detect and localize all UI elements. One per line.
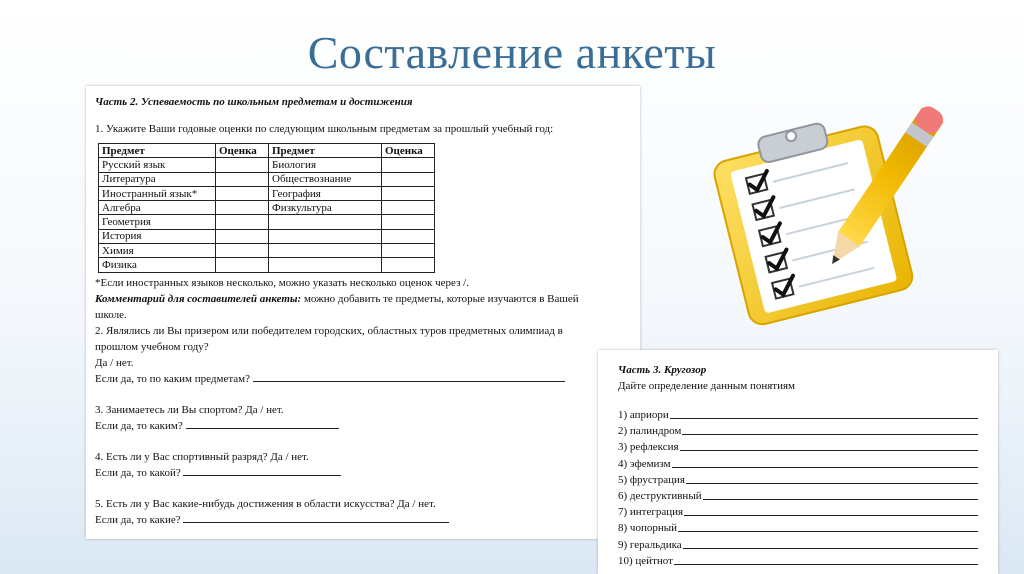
question-3-followup: Если да, то каким?	[95, 419, 183, 432]
table-row	[99, 201, 435, 215]
clipboard-icon	[700, 90, 970, 340]
answer-line[interactable]	[186, 418, 339, 429]
header-grade-1: Оценка	[216, 144, 269, 158]
list-item	[618, 472, 978, 488]
answer-line[interactable]	[683, 537, 978, 549]
footnote: *Если иностранных языков несколько, можно указать несколько оценок через /.	[95, 276, 469, 289]
question-5-followup: Если да, то какие?	[95, 513, 181, 526]
question-5-followup-row	[95, 512, 631, 528]
part2-heading: Часть 2. Успеваемость по школьным предметам и достижения	[95, 96, 413, 108]
grade-cell[interactable]	[382, 229, 435, 243]
header-subject-2: Предмет	[269, 144, 382, 158]
list-item	[618, 423, 978, 439]
subject-cell	[269, 244, 382, 258]
subject-cell	[269, 215, 382, 229]
answer-line[interactable]	[682, 423, 978, 435]
table-row	[99, 158, 435, 172]
answer-line[interactable]	[253, 371, 565, 382]
term-label: 8) чопорный	[618, 522, 677, 535]
slide-title: Составление анкеты	[307, 27, 717, 78]
grade-cell[interactable]	[216, 172, 269, 186]
question-3: 3. Занимаетесь ли Вы спортом? Да / нет.	[95, 403, 284, 416]
comment-text: можно добавить те предметы, которые изучаются в Вашей	[301, 292, 579, 305]
table-row	[99, 229, 435, 243]
subject-cell: Химия	[99, 244, 216, 258]
subject-cell: Биология	[269, 158, 382, 172]
subject-cell: Геометрия	[99, 215, 216, 229]
subject-cell: История	[99, 229, 216, 243]
grade-cell[interactable]	[382, 244, 435, 258]
term-label: 1) априори	[618, 409, 669, 421]
subject-cell	[269, 229, 382, 243]
question-2-line2: прошлом учебном году?	[95, 340, 209, 353]
grade-cell[interactable]	[216, 201, 269, 215]
subject-cell	[269, 258, 382, 272]
term-label: 4) эфемизм	[618, 457, 671, 470]
header-subject-1: Предмет	[99, 144, 216, 158]
list-item	[618, 553, 978, 569]
answer-line[interactable]	[674, 553, 978, 565]
list-item	[618, 439, 978, 455]
answer-line[interactable]	[183, 512, 449, 523]
grade-cell[interactable]	[216, 244, 269, 258]
table-row	[99, 258, 435, 272]
list-item	[618, 520, 978, 536]
part3-heading: Часть 3. Кругозор	[618, 364, 707, 376]
grade-cell[interactable]	[382, 186, 435, 200]
subject-cell: Русский язык	[99, 158, 216, 172]
question-2-line1: 2. Являлись ли Вы призером или победителем городских, областных туров предметных олимпиад в	[95, 324, 563, 337]
table-row	[99, 215, 435, 229]
list-item	[618, 456, 978, 472]
question-2-answer: Да / нет.	[95, 356, 134, 369]
questionnaire-part3	[598, 350, 998, 574]
answer-line[interactable]	[684, 504, 978, 516]
answer-line[interactable]	[670, 407, 978, 419]
list-item	[618, 407, 978, 423]
table-header-row	[99, 144, 435, 158]
question-1: 1. Укажите Ваши годовые оценки по следующим школьным предметам за прошлый учебный год:	[95, 123, 554, 135]
question-3-followup-row	[95, 418, 631, 434]
grade-cell[interactable]	[216, 158, 269, 172]
answer-line[interactable]	[680, 439, 978, 451]
question-2-followup-row	[95, 371, 631, 387]
comment-text-2: школе.	[95, 308, 127, 321]
comment-label: Комментарий для составителей анкеты:	[95, 292, 302, 305]
table-row	[99, 172, 435, 186]
question-4: 4. Есть ли у Вас спортивный разряд? Да / нет.	[95, 450, 309, 463]
question-4-followup: Если да, то какой?	[95, 466, 181, 479]
list-item	[618, 537, 978, 553]
comment-line	[95, 291, 631, 307]
grade-cell[interactable]	[216, 229, 269, 243]
grade-cell[interactable]	[216, 258, 269, 272]
subject-cell: Алгебра	[99, 201, 216, 215]
questionnaire-part2	[86, 86, 640, 539]
term-label: 9) геральдика	[618, 538, 682, 551]
grade-cell[interactable]	[216, 215, 269, 229]
header-grade-2: Оценка	[382, 144, 435, 158]
term-label: 10) цейтнот	[618, 554, 673, 567]
subject-cell: География	[269, 186, 382, 200]
term-label: 2) палиндром	[618, 425, 682, 438]
term-label: 5) фрустрация	[618, 473, 685, 486]
grade-cell[interactable]	[382, 172, 435, 186]
answer-line[interactable]	[672, 456, 978, 468]
grade-cell[interactable]	[382, 158, 435, 172]
grades-table	[98, 143, 435, 273]
grade-cell[interactable]	[216, 186, 269, 200]
answer-line[interactable]	[703, 488, 978, 500]
answer-line[interactable]	[678, 520, 978, 532]
answer-line[interactable]	[183, 465, 341, 476]
list-item	[618, 504, 978, 520]
subject-cell: Физика	[99, 258, 216, 272]
table-row	[99, 186, 435, 200]
grade-cell[interactable]	[382, 215, 435, 229]
question-5: 5. Есть ли у Вас какие-нибудь достижения в области искусства? Да / нет.	[95, 497, 436, 510]
terms-list	[618, 407, 978, 569]
question-2-followup: Если да, то по каким предметам?	[95, 372, 250, 385]
subject-cell: Физкультура	[269, 201, 382, 215]
subject-cell: Обществознание	[269, 172, 382, 186]
grade-cell[interactable]	[382, 258, 435, 272]
term-label: 6) деструктивный	[618, 490, 702, 503]
table-row	[99, 244, 435, 258]
part3-instruction: Дайте определение данным понятиям	[618, 380, 795, 392]
list-item	[618, 488, 978, 504]
term-label: 3) рефлексия	[618, 441, 679, 454]
term-label: 7) интеграция	[618, 506, 684, 519]
question-4-followup-row	[95, 465, 631, 481]
answer-line[interactable]	[686, 472, 978, 484]
grade-cell[interactable]	[382, 201, 435, 215]
subject-cell: Иностранный язык*	[99, 186, 216, 200]
subject-cell: Литература	[99, 172, 216, 186]
